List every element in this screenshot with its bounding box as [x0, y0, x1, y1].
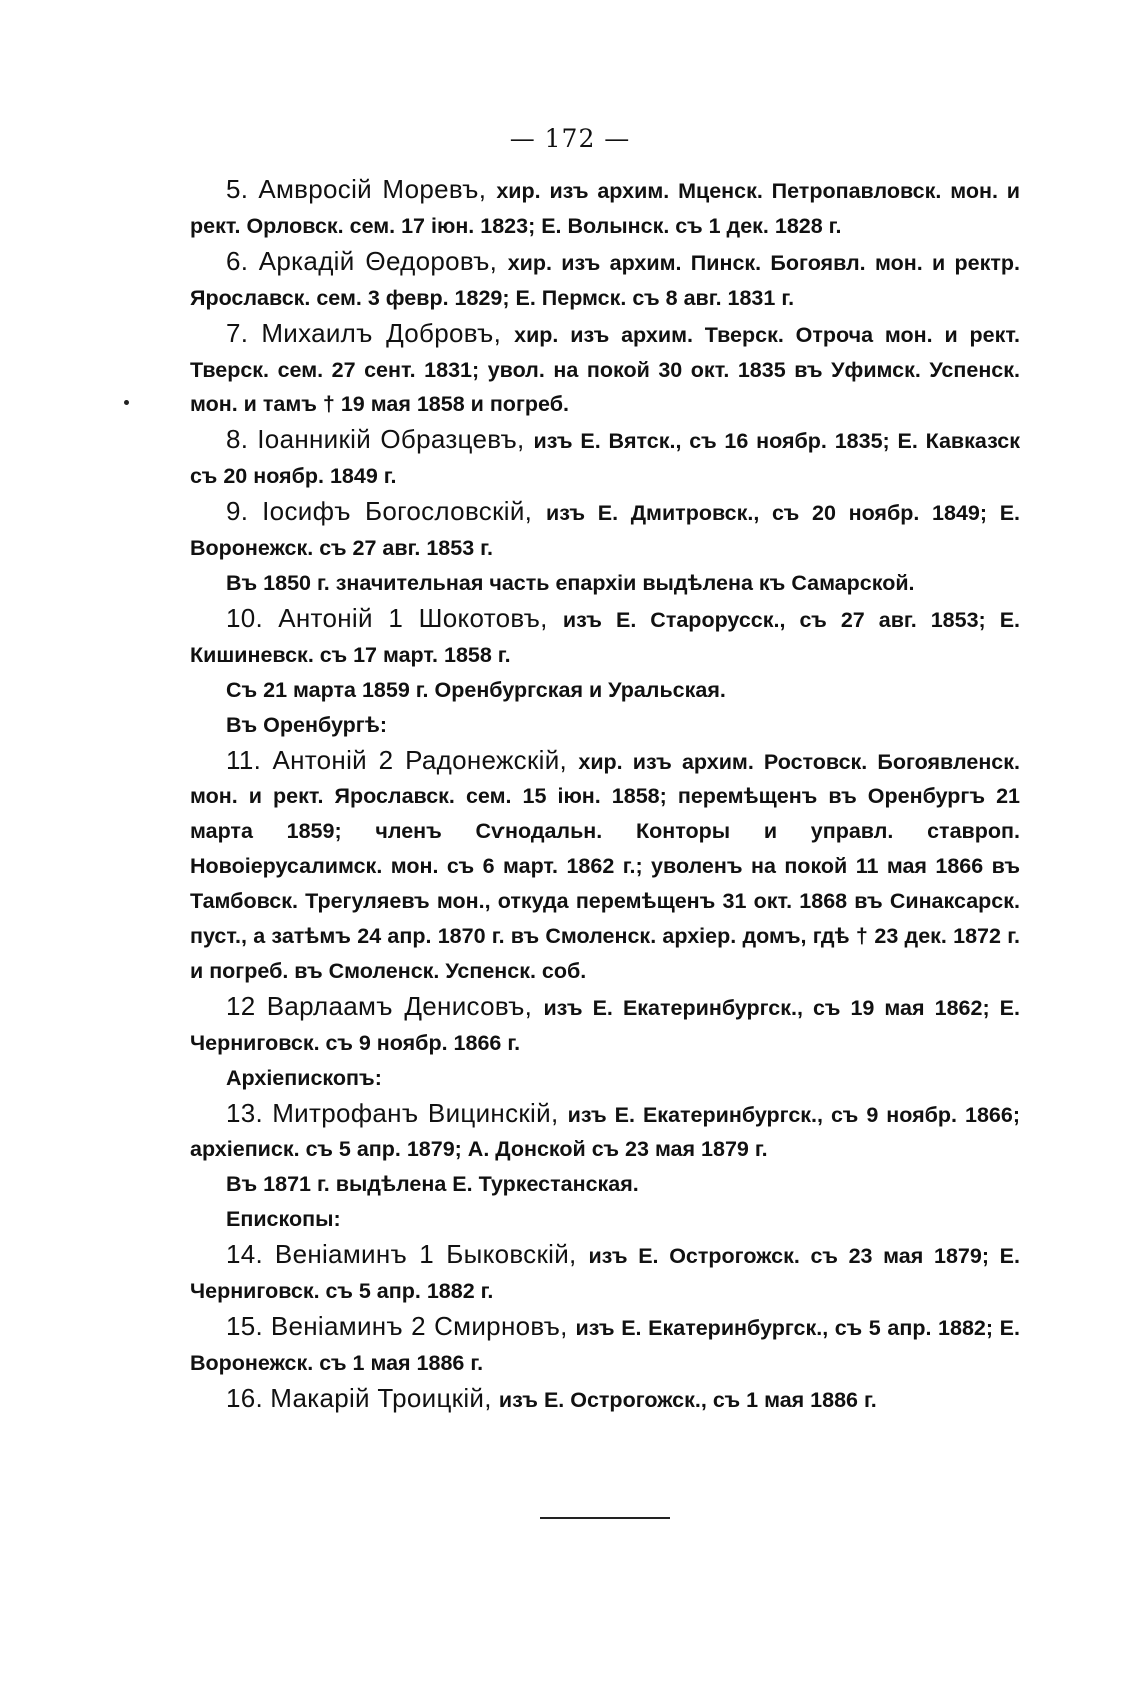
bishop-name: Веніаминъ 1 Быковскій, [274, 1239, 577, 1270]
entry-number: 14. [226, 1239, 264, 1270]
bishop-name: Іосифъ Богословскій, [262, 496, 533, 527]
diocese-note: Въ 1850 г. значительная часть епархіи выдѣлена къ Самарской. [226, 570, 915, 595]
entry-details: изъ Е. Старорусск., съ 27 авг. 1853; Е. Кишиневск. съ 17 март. 1858 г. [190, 607, 1021, 667]
page-number: — 172 — [509, 124, 631, 153]
entry-details: изъ Е. Острогожск., съ 1 мая 1886 г. [498, 1387, 877, 1412]
entry-number: 5. [226, 174, 249, 204]
bishop-name: Аркадій Θедоровъ, [258, 245, 498, 276]
entry-15 [190, 1309, 1020, 1381]
entry-10 [190, 601, 1020, 673]
bishop-name: Антоній 1 Шокотовъ, [278, 602, 548, 633]
section-heading: Въ Оренбургѣ: [226, 712, 387, 737]
entry-number: 11. [226, 744, 262, 775]
entry-6 [190, 244, 1020, 316]
entry-9 [190, 494, 1020, 566]
entry-12 [190, 989, 1020, 1061]
entry-8 [190, 422, 1020, 494]
entry-number: 12 [226, 990, 256, 1021]
entry-details: изъ Е. Екатеринбургск., съ 5 апр. 1882; Е. Воронежск. съ 1 мая 1886 г. [190, 1316, 1020, 1375]
stray-ink-dot [124, 400, 129, 405]
entry-number: 16. [226, 1382, 264, 1413]
bishop-name: Антоній 2 Радонежскій, [272, 744, 568, 775]
entry-details: изъ Е. Острогожск. съ 23 мая 1879; Е. Черниговск. съ 5 апр. 1882 г. [190, 1244, 1020, 1304]
entry-number: 6. [226, 245, 249, 276]
diocese-note: Съ 21 марта 1859 г. Оренбургская и Уральская. [226, 677, 726, 702]
entry-details: изъ Е. Вятск., съ 16 ноябр. 1835; Е. Кавказск съ 20 ноябр. 1849 г. [190, 429, 1020, 489]
entry-13 [190, 1096, 1020, 1168]
entry-number: 15. [226, 1311, 264, 1341]
entry-number: 10. [226, 602, 264, 633]
entry-14 [190, 1237, 1020, 1309]
entry-number: 13. [226, 1097, 264, 1128]
entry-details: изъ Е. Дмитровск., съ 20 ноябр. 1849; Е. Воронежск. съ 27 авг. 1853 г. [190, 501, 1021, 561]
entry-number: 8. [226, 424, 249, 455]
entry-7 [190, 316, 1020, 423]
entry-number: 9. [226, 496, 249, 527]
bishop-name: Михаилъ Добровъ, [261, 317, 502, 348]
bishop-name: Іоанникій Образцевъ, [257, 424, 525, 455]
entry-details: хир. изъ архим. Тверск. Отроча мон. и рект. Тверск. сем. 27 сент. 1831; увол. на покой 30 окт. 1835 въ Уфимск. Успенск. мон. и тамъ † 19 мая 1858 и погреб. [190, 322, 1020, 417]
entry-11 [190, 743, 1020, 989]
diocese-note: Въ 1871 г. выдѣлена Е. Туркестанская. [226, 1172, 639, 1197]
entry-details: изъ Е. Екатеринбургск., съ 19 мая 1862; Е. Черниговск. съ 9 ноябр. 1866 г. [190, 995, 1020, 1055]
end-rule [540, 1517, 670, 1519]
entry-number: 7. [226, 317, 249, 348]
text-block [190, 172, 1020, 1418]
section-heading: Архіепископъ: [226, 1065, 382, 1090]
entry-details: хир. изъ архим. Мценск. Петропавловск. мон. и рект. Орловск. сем. 17 іюн. 1823; Е. Волынск. съ 1 дек. 1828 г. [190, 179, 1021, 238]
entry-5 [190, 172, 1020, 244]
entry-details: хир. изъ архим. Пинск. Богоявл. мон. и ректр. Ярославск. сем. 3 февр. 1829; Е. Пермск. съ 8 авг. 1831 г. [190, 250, 1020, 310]
entry-details: изъ Е. Екатеринбургск., съ 9 ноябр. 1866; архіеписк. съ 5 апр. 1879; А. Донской съ 23 мая 1879 г. [190, 1102, 1021, 1162]
entry-details: хир. изъ архим. Ростовск. Богоявленск. мон. и рект. Ярославск. сем. 15 іюн. 1858; перемѣщенъ въ Оренбургъ 21 марта 1859; членъ Сѵнодальн. Конторы и управл. ставроп. Новоіерусалимск. мон. съ 6 март. 1862 г.; уволенъ на покой 11 мая 1866 въ Тамбовск. Трегуляевъ мон., откуда перемѣщенъ 31 окт. 1868 въ Синаксарск. пуст., а затѣмъ 24 апр. 1870 г. въ Смоленск. архіер. домъ, гдѣ † 23 дек. 1872 г. и погреб. въ Смоленск. Успенск. соб. [190, 749, 1020, 983]
bishop-name: Веніаминъ 2 Смирновъ, [270, 1311, 568, 1341]
bishop-name: Варлаамъ Денисовъ, [266, 990, 533, 1021]
entry-16 [190, 1381, 1020, 1418]
bishop-name: Макарій Троицкій, [270, 1382, 492, 1413]
section-heading: Епископы: [226, 1207, 341, 1232]
bishop-name: Амвросій Моревъ, [258, 174, 487, 204]
bishop-name: Митрофанъ Вицинскій, [272, 1097, 559, 1128]
